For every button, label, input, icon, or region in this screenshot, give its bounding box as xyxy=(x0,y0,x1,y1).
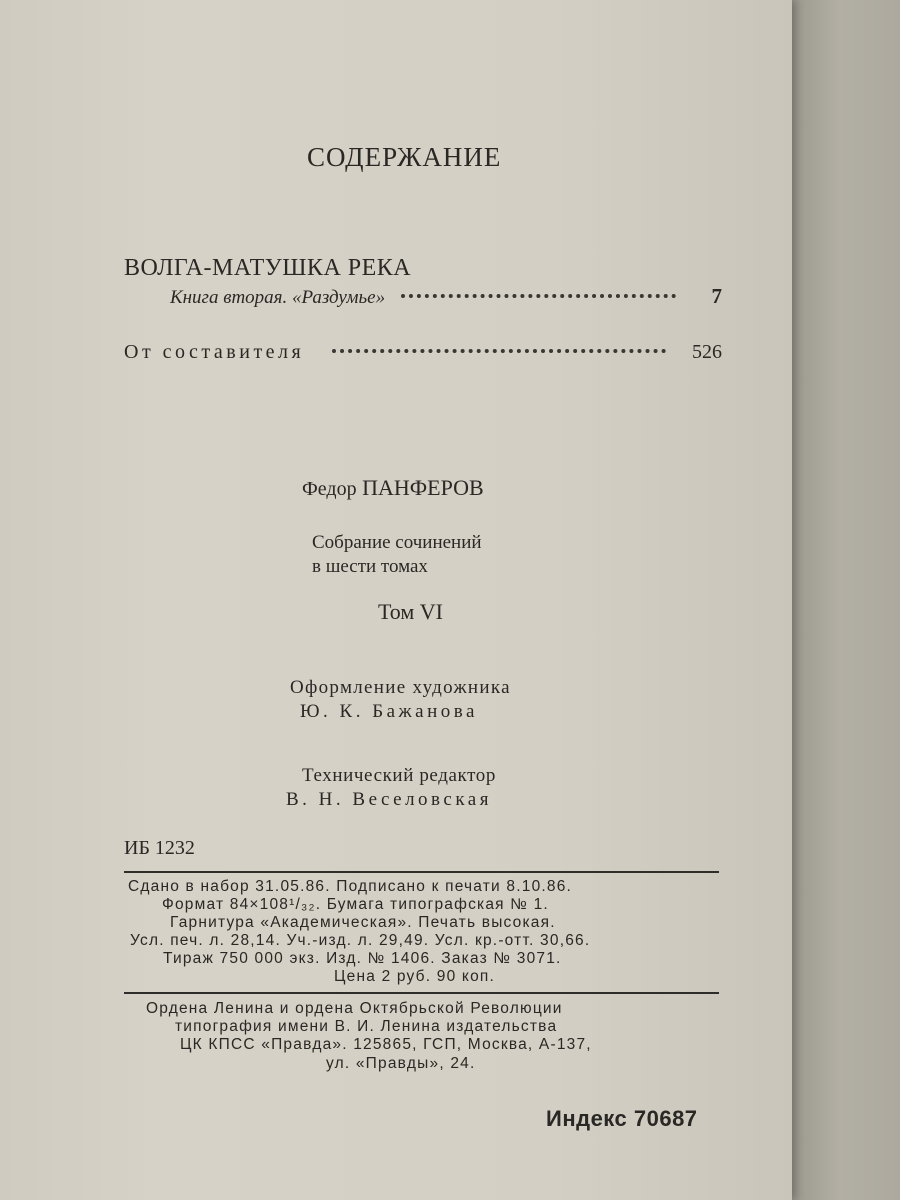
toc-entry-page: 7 xyxy=(711,284,722,308)
toc-entry xyxy=(170,284,722,309)
imprint-line: Сдано в набор 31.05.86. Подписано к печати 8.10.86. xyxy=(128,878,573,895)
imprint-line: Цена 2 руб. 90 коп. xyxy=(334,968,495,985)
tech-editor-label: Технический редактор xyxy=(302,765,496,786)
author-last-name: ПАНФЕРОВ xyxy=(362,475,484,500)
design-credit-name: Ю. К. Бажанова xyxy=(300,701,478,722)
tech-editor-name: В. Н. Веселовская xyxy=(286,789,492,810)
ib-number: ИБ 1232 xyxy=(124,837,195,859)
divider-rule xyxy=(124,871,719,873)
dot-leader xyxy=(332,349,666,353)
toc-entry xyxy=(124,341,722,364)
contents-heading: СОДЕРЖАНИЕ xyxy=(307,142,502,172)
work-title: ВОЛГА-МАТУШКА РЕКА xyxy=(124,255,412,281)
printer-line: ул. «Правды», 24. xyxy=(326,1055,476,1072)
collected-works-line1: Собрание сочинений xyxy=(312,532,482,553)
printer-line: типография имени В. И. Ленина издательства xyxy=(175,1018,558,1035)
toc-entry-label: Книга вторая. «Раздумье» xyxy=(170,287,386,308)
background-surface xyxy=(792,0,900,1200)
dot-leader xyxy=(401,294,675,298)
volume-number: Том VI xyxy=(378,599,444,624)
author-name xyxy=(302,475,484,501)
imprint-line: Формат 84×108¹/₃₂. Бумага типографская № 1. xyxy=(162,896,549,913)
imprint-line: Усл. печ. л. 28,14. Уч.-изд. л. 29,49. Усл. кр.-отт. 30,66. xyxy=(130,932,591,949)
imprint-line: Тираж 750 000 экз. Изд. № 1406. Заказ № 3071. xyxy=(163,950,562,967)
divider-rule xyxy=(124,992,719,994)
collected-works-line2: в шести томах xyxy=(312,556,428,577)
printer-line: ЦК КПСС «Правда». 125865, ГСП, Москва, А-137, xyxy=(180,1036,592,1053)
toc-entry-label: От составителя xyxy=(124,341,305,363)
printer-line: Ордена Ленина и ордена Октябрьской Революции xyxy=(146,1000,563,1017)
author-first-name: Федор xyxy=(302,478,357,500)
index-code: Индекс 70687 xyxy=(546,1106,698,1131)
design-credit-label: Оформление художника xyxy=(290,677,511,698)
imprint-line: Гарнитура «Академическая». Печать высокая. xyxy=(170,914,556,931)
toc-entry-page: 526 xyxy=(692,341,722,363)
